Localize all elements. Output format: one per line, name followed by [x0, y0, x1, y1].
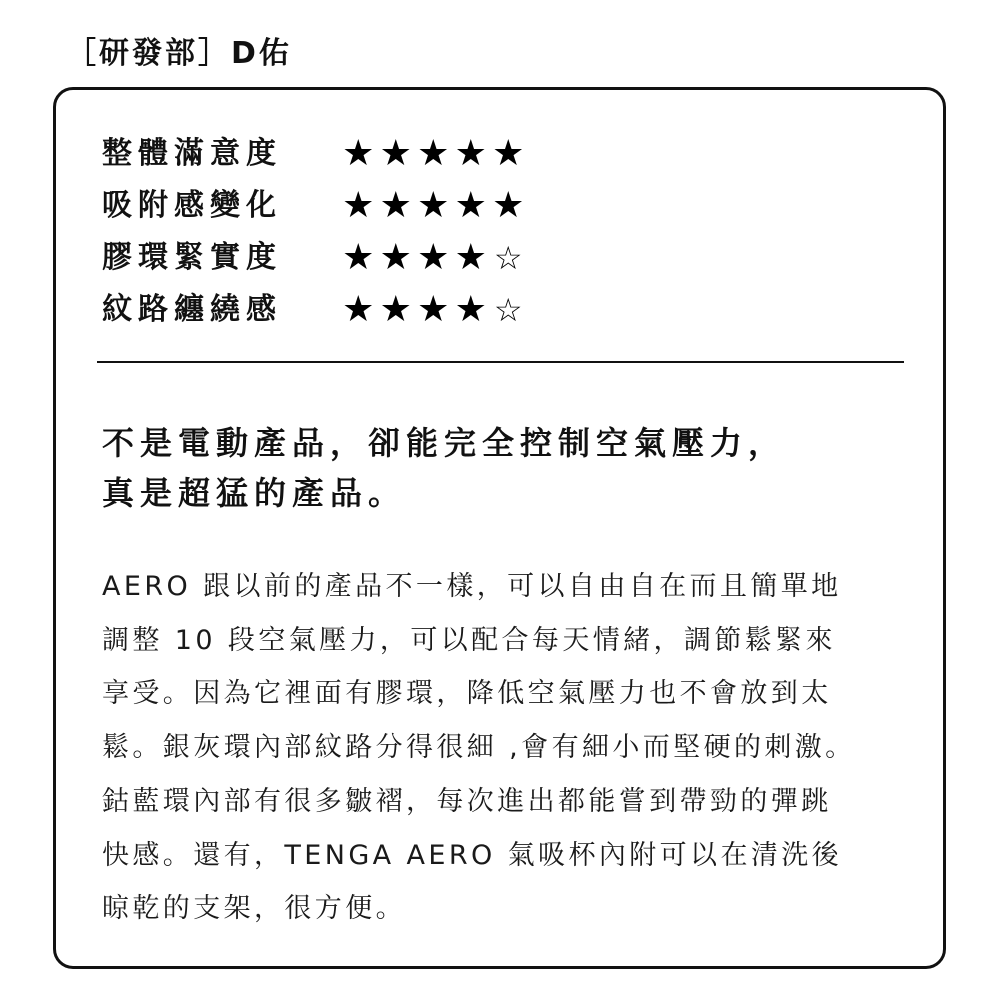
star-filled-icon: ★ — [417, 237, 450, 278]
body-line: 快感。還有，TENGA AERO 氣吸杯內附可以在清洗後 — [102, 839, 843, 871]
rating-row-overall-satisfaction — [102, 128, 542, 180]
star-filled-icon: ★ — [342, 133, 375, 174]
star-rating — [340, 290, 527, 330]
ratings-list — [102, 128, 542, 336]
star-filled-icon: ★ — [379, 133, 412, 174]
star-filled-icon: ★ — [492, 133, 525, 174]
headline-line: 不是電動產品，卻能完全控制空氣壓力， — [102, 424, 787, 462]
rating-row-ring-tightness — [102, 232, 542, 284]
star-filled-icon: ★ — [454, 133, 487, 174]
star-filled-icon: ★ — [379, 185, 412, 226]
star-filled-icon: ★ — [342, 289, 375, 330]
star-filled-icon: ★ — [342, 185, 375, 226]
review-body — [102, 560, 922, 936]
rating-label: 整體滿意度 — [102, 136, 282, 171]
rating-label: 吸附感變化 — [102, 188, 282, 223]
star-filled-icon: ★ — [492, 185, 525, 226]
star-filled-icon: ★ — [454, 237, 487, 278]
star-filled-icon: ★ — [454, 289, 487, 330]
divider — [97, 361, 904, 363]
star-rating — [340, 238, 527, 278]
star-filled-icon: ★ — [454, 185, 487, 226]
body-line: 晾乾的支架，很方便。 — [102, 893, 406, 925]
star-filled-icon: ★ — [379, 289, 412, 330]
headline-line: 真是超猛的產品。 — [102, 474, 407, 512]
rating-label: 紋路纏繞感 — [102, 292, 282, 327]
star-empty-icon: ☆ — [493, 239, 523, 277]
star-empty-icon: ☆ — [493, 291, 523, 329]
star-filled-icon: ★ — [417, 133, 450, 174]
rating-row-texture-wrap — [102, 284, 542, 336]
rating-label: 膠環緊實度 — [102, 240, 282, 275]
star-filled-icon: ★ — [417, 289, 450, 330]
star-filled-icon: ★ — [379, 237, 412, 278]
star-filled-icon: ★ — [417, 185, 450, 226]
body-line: 鬆。銀灰環內部紋路分得很細 ,會有細小而堅硬的刺激。 — [102, 732, 856, 764]
body-line: 享受。因為它裡面有膠環，降低空氣壓力也不會放到太 — [102, 678, 832, 710]
review-headline — [102, 418, 902, 518]
reviewer-label: ［研發部］D佑 — [66, 36, 292, 71]
body-line: 調整 10 段空氣壓力，可以配合每天情緒，調節鬆緊來 — [102, 624, 836, 656]
star-rating — [340, 186, 527, 226]
body-line: AERO 跟以前的產品不一樣，可以自由自在而且簡單地 — [102, 571, 842, 602]
rating-row-suction-variation — [102, 180, 542, 232]
body-line: 鈷藍環內部有很多皺褶，每次進出都能嘗到帶勁的彈跳 — [102, 785, 832, 817]
star-filled-icon: ★ — [342, 237, 375, 278]
star-rating — [340, 134, 527, 174]
